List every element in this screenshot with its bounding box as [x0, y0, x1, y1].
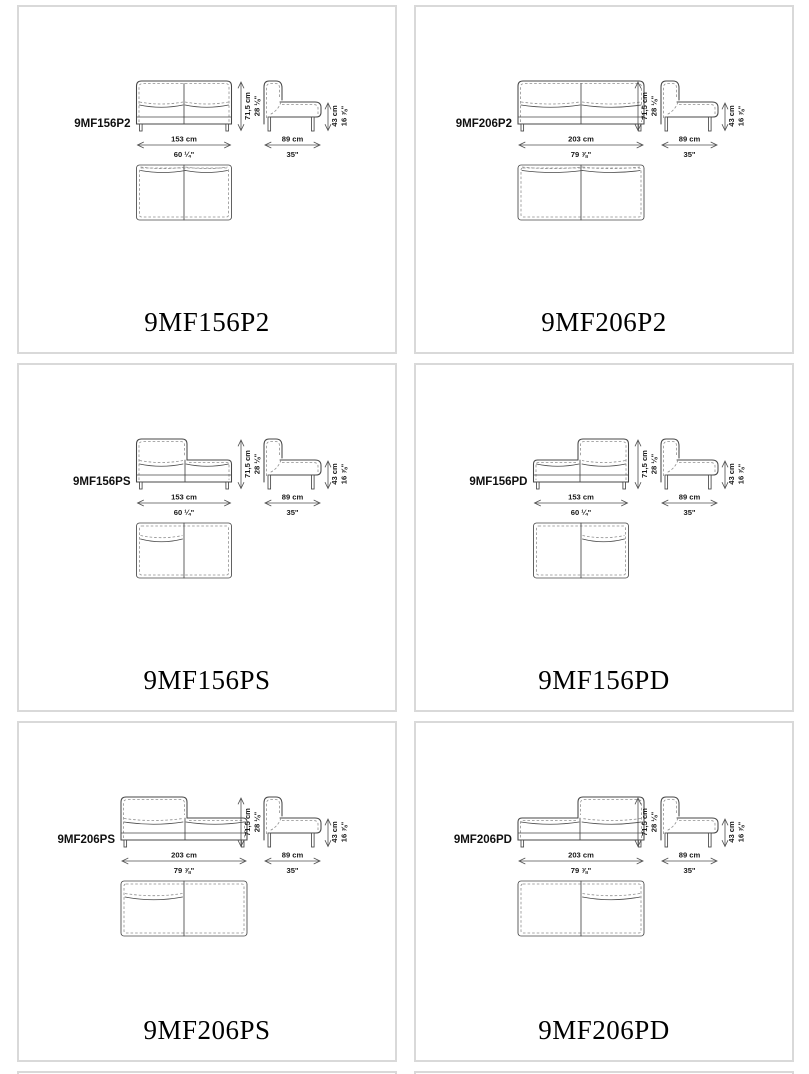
product-title: 9MF206PD	[538, 1015, 670, 1045]
product-code-label: 9MF156P2	[74, 118, 131, 130]
product-cell-9MF206PS	[17, 721, 397, 1062]
product-code-label: 9MF206PD	[453, 834, 512, 846]
cushion-seam-line	[186, 822, 244, 824]
depth-inch-label: 35"	[683, 866, 696, 875]
technical-drawing	[19, 365, 395, 591]
seat-height-inch-label: 16 ⅞"	[736, 463, 746, 485]
product-title: 9MF156PS	[143, 665, 271, 695]
seat-height-cm-label: 43 cm	[330, 105, 339, 127]
width-dimension	[138, 135, 231, 160]
sofa-leg	[124, 840, 127, 847]
plan-view-drawing	[518, 165, 644, 220]
sofa-leg	[226, 482, 229, 489]
product-title: 9MF156P2	[144, 307, 270, 337]
side-elevation-drawing	[661, 797, 718, 847]
seat-height-cm-label: 43 cm	[330, 821, 339, 843]
plan-view-drawing	[137, 165, 232, 220]
depth-inch-label: 35"	[286, 866, 299, 875]
depth-cm-label: 89 cm	[678, 134, 701, 144]
seat-height-cm-label: 43 cm	[727, 463, 736, 485]
catalog-grid	[17, 5, 794, 1062]
sofa-leg	[268, 475, 271, 489]
depth-cm-label: 89 cm	[281, 850, 304, 860]
width-dimension	[519, 135, 643, 160]
technical-drawing	[416, 365, 792, 591]
cushion-seam-line	[582, 819, 641, 821]
height-inch-label: 28 ⅛"	[252, 95, 262, 117]
product-code-label: 9MF156PS	[72, 476, 131, 488]
front-elevation-drawing	[518, 797, 644, 847]
side-elevation-drawing	[264, 81, 321, 131]
width-inch-label: 79 ⅞"	[173, 866, 195, 875]
width-cm-label: 153 cm	[171, 492, 197, 502]
sofa-leg	[312, 475, 315, 489]
product-code-label: 9MF156PD	[469, 476, 528, 488]
width-dimension	[138, 493, 231, 518]
plan-view-drawing	[518, 881, 644, 936]
depth-dimension	[265, 851, 320, 876]
seat-height-dimension	[725, 103, 746, 131]
cushion-seam-line	[186, 464, 229, 466]
depth-dimension	[662, 135, 717, 160]
cushion-seam-line	[582, 102, 641, 104]
side-elevation-drawing	[264, 797, 321, 847]
plan-view-drawing	[121, 881, 247, 936]
cushion-seam-line	[140, 105, 184, 107]
width-inch-label: 60 ¼"	[173, 150, 195, 159]
height-cm-label: 71,5 cm	[640, 450, 649, 478]
product-cell-9MF206P2	[414, 5, 794, 354]
height-dimension	[241, 440, 262, 489]
front-elevation-drawing	[137, 81, 232, 131]
depth-cm-label: 89 cm	[678, 850, 701, 860]
technical-drawing	[416, 7, 792, 233]
sofa-leg	[521, 124, 524, 131]
width-dimension	[122, 851, 246, 876]
product-cell-9MF156PS	[17, 363, 397, 712]
width-inch-label: 60 ¼"	[173, 508, 195, 517]
front-elevation-drawing	[121, 797, 247, 847]
technical-drawing	[19, 723, 395, 949]
height-inch-label: 28 ⅛"	[649, 811, 659, 833]
plan-view-drawing	[534, 523, 629, 578]
product-cell-9MF156PD	[414, 363, 794, 712]
cushion-seam-line	[582, 464, 626, 466]
width-cm-label: 203 cm	[568, 850, 594, 860]
seat-height-inch-label: 16 ⅞"	[736, 821, 746, 843]
cushion-seam-line	[582, 105, 641, 107]
height-dimension	[241, 798, 262, 847]
cushion-seam-line	[521, 822, 579, 824]
depth-inch-label: 35"	[286, 150, 299, 159]
seat-height-inch-label: 16 ⅞"	[339, 463, 349, 485]
depth-dimension	[662, 851, 717, 876]
product-title: 9MF206PS	[143, 1015, 271, 1045]
plan-view-drawing	[137, 523, 232, 578]
height-dimension	[638, 440, 659, 489]
width-cm-label: 203 cm	[568, 134, 594, 144]
cushion-seam-line	[521, 105, 580, 107]
sofa-leg	[537, 482, 540, 489]
seat-height-cm-label: 43 cm	[727, 105, 736, 127]
cushion-seam-line	[537, 464, 580, 466]
side-elevation-drawing	[661, 439, 718, 489]
seat-height-dimension	[328, 103, 349, 131]
sofa-leg	[709, 833, 712, 847]
depth-inch-label: 35"	[683, 508, 696, 517]
side-elevation-drawing	[264, 439, 321, 489]
seat-height-cm-label: 43 cm	[330, 463, 339, 485]
depth-dimension	[265, 135, 320, 160]
height-inch-label: 28 ⅛"	[649, 453, 659, 475]
sofa-leg	[623, 482, 626, 489]
height-cm-label: 71,5 cm	[243, 92, 252, 120]
height-inch-label: 28 ⅛"	[252, 453, 262, 475]
width-inch-label: 60 ¼"	[570, 508, 592, 517]
cushion-seam-line	[521, 102, 580, 104]
sofa-leg	[638, 840, 641, 847]
seat-height-cm-label: 43 cm	[727, 821, 736, 843]
sofa-leg	[665, 117, 668, 131]
sofa-leg	[665, 833, 668, 847]
height-dimension	[638, 798, 659, 847]
depth-inch-label: 35"	[286, 508, 299, 517]
sofa-leg	[709, 117, 712, 131]
product-cell-9MF206PD	[414, 721, 794, 1062]
side-elevation-drawing	[661, 81, 718, 131]
seat-height-dimension	[328, 461, 349, 489]
height-inch-label: 28 ⅛"	[649, 95, 659, 117]
height-cm-label: 71,5 cm	[640, 92, 649, 120]
height-cm-label: 71,5 cm	[243, 808, 252, 836]
depth-dimension	[662, 493, 717, 518]
sofa-leg	[268, 833, 271, 847]
seat-height-inch-label: 16 ⅞"	[736, 105, 746, 127]
sofa-leg	[638, 124, 641, 131]
sofa-leg	[140, 124, 143, 131]
technical-drawing	[416, 723, 792, 949]
width-inch-label: 79 ⅞"	[570, 150, 592, 159]
height-cm-label: 71,5 cm	[640, 808, 649, 836]
height-cm-label: 71,5 cm	[243, 450, 252, 478]
width-dimension	[535, 493, 628, 518]
height-inch-label: 28 ⅛"	[252, 811, 262, 833]
height-dimension	[638, 82, 659, 131]
sofa-leg	[665, 475, 668, 489]
product-title: 9MF206P2	[541, 307, 667, 337]
sofa-leg	[521, 840, 524, 847]
cushion-seam-line	[185, 105, 229, 107]
cushion-seam-line	[582, 822, 641, 824]
width-dimension	[519, 851, 643, 876]
seat-height-inch-label: 16 ⅞"	[339, 821, 349, 843]
product-cell-9MF156P2	[17, 5, 397, 354]
product-code-label: 9MF206PS	[57, 834, 115, 846]
front-elevation-drawing	[518, 81, 644, 131]
depth-cm-label: 89 cm	[281, 134, 304, 144]
cushion-seam-line	[124, 819, 183, 821]
front-elevation-drawing	[534, 439, 629, 489]
cushion-seam-line	[140, 461, 184, 463]
sofa-leg	[140, 482, 143, 489]
cushion-seam-line	[124, 822, 183, 824]
cushion-seam-line	[140, 464, 184, 466]
product-code-label: 9MF206P2	[455, 118, 512, 130]
cushion-seam-line	[140, 102, 184, 104]
sofa-leg	[312, 833, 315, 847]
cushion-seam-line	[185, 102, 229, 104]
seat-height-dimension	[328, 819, 349, 847]
sofa-leg	[241, 840, 244, 847]
seat-height-dimension	[725, 819, 746, 847]
sofa-leg	[226, 124, 229, 131]
sofa-leg	[268, 117, 271, 131]
width-inch-label: 79 ⅞"	[570, 866, 592, 875]
depth-dimension	[265, 493, 320, 518]
sofa-leg	[709, 475, 712, 489]
depth-inch-label: 35"	[683, 150, 696, 159]
depth-cm-label: 89 cm	[678, 492, 701, 502]
width-cm-label: 203 cm	[171, 850, 197, 860]
sofa-leg	[312, 117, 315, 131]
width-cm-label: 153 cm	[568, 492, 594, 502]
seat-height-inch-label: 16 ⅞"	[339, 105, 349, 127]
front-elevation-drawing	[137, 439, 232, 489]
seat-height-dimension	[725, 461, 746, 489]
product-title: 9MF156PD	[538, 665, 670, 695]
width-cm-label: 153 cm	[171, 134, 197, 144]
height-dimension	[241, 82, 262, 131]
technical-drawing	[19, 7, 395, 233]
depth-cm-label: 89 cm	[281, 492, 304, 502]
cushion-seam-line	[582, 461, 626, 463]
